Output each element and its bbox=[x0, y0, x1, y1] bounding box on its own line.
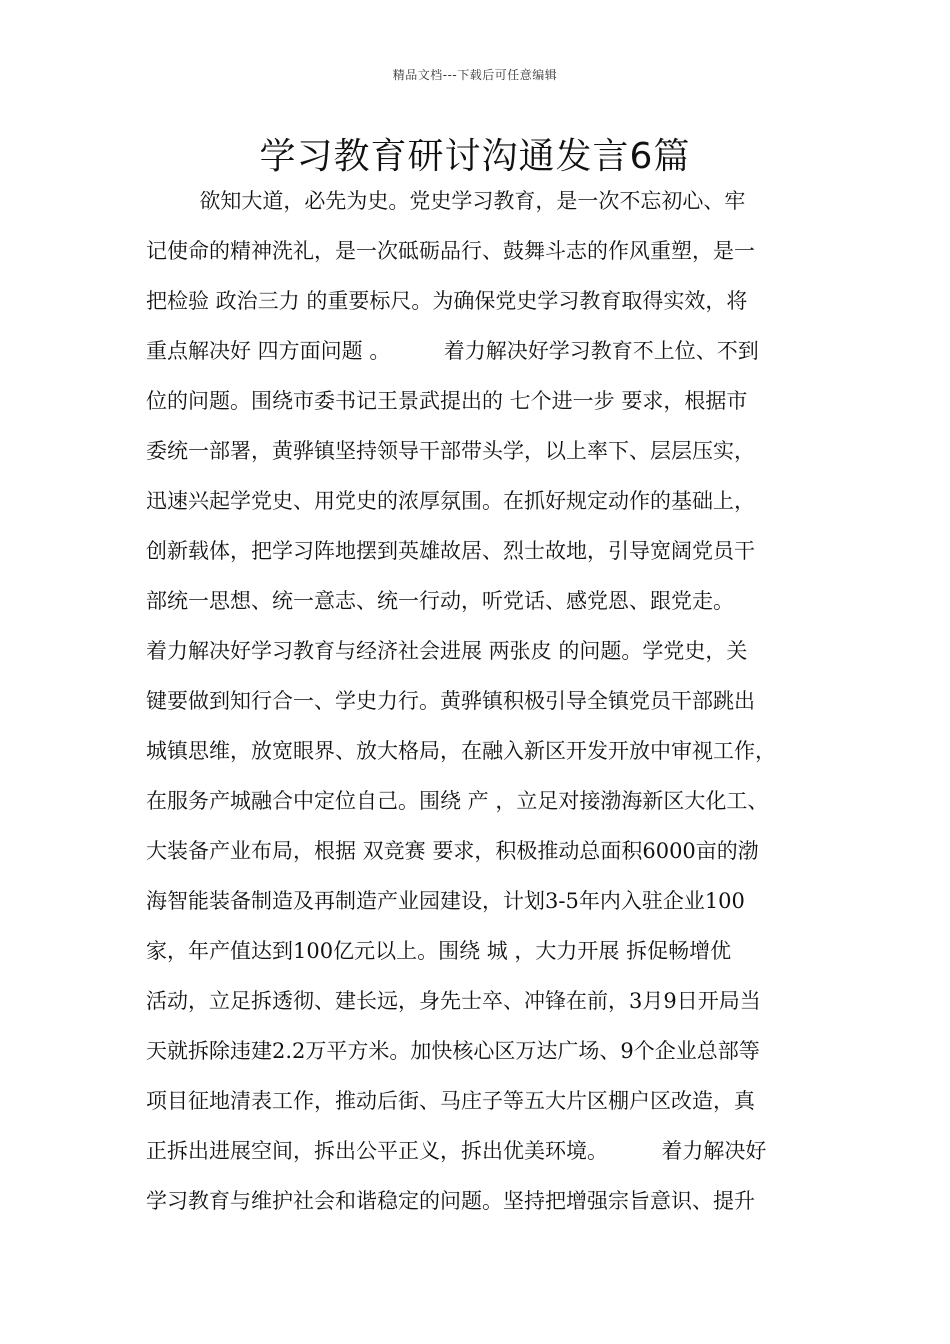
text-line: 位的问题。围绕市委书记王景武提出的 七个进一步 要求，根据市 bbox=[146, 389, 748, 413]
body-text bbox=[146, 176, 826, 1226]
text-line: 迅速兴起学党史、用党史的浓厚氛围。在抓好规定动作的基础上， bbox=[146, 489, 755, 513]
text-line: 城镇思维，放宽眼界、放大格局，在融入新区开发开放中审视工作， bbox=[146, 739, 776, 763]
text-line: 活动，立足拆透彻、建长远，身先士卒、冲锋在前，3月9日开局当 bbox=[146, 989, 761, 1013]
header-note: 精品文档---下载后可任意编辑 bbox=[392, 68, 558, 82]
text-line: 把检验 政治三力 的重要标尺。为确保党史学习教育取得实效，将 bbox=[146, 289, 748, 313]
text-line: 键要做到知行合一、学史力行。黄骅镇积极引导全镇党员干部跳出 bbox=[146, 689, 755, 713]
text-line: 委统一部署，黄骅镇坚持领导干部带头学，以上率下、层层压实， bbox=[146, 439, 755, 463]
text-line: 欲知大道，必先为史。党史学习教育，是一次不忘初心、牢 bbox=[146, 189, 746, 213]
text-line: 海智能装备制造及再制造产业园建设，计划3-5年内入驻企业100 bbox=[146, 889, 745, 913]
text-line: 学习教育与维护社会和谐稳定的问题。坚持把增强宗旨意识、提升 bbox=[146, 1189, 755, 1213]
text-line: 着力解决好学习教育与经济社会进展 两张皮 的问题。学党史，关 bbox=[146, 639, 748, 663]
text-line: 记使命的精神洗礼，是一次砥砺品行、鼓舞斗志的作风重塑，是一 bbox=[146, 239, 755, 263]
text-line: 创新载体，把学习阵地摆到英雄故居、烈士故地，引导宽阔党员干 bbox=[146, 539, 755, 563]
document-title: 学习教育研讨沟通发言6篇 bbox=[259, 136, 691, 177]
text-line: 大装备产业布局，根据 双竞赛 要求，积极推动总面积6000亩的渤 bbox=[146, 839, 759, 863]
text-line: 在服务产城融合中定位自己。围绕 产 ，立足对接渤海新区大化工、 bbox=[146, 789, 769, 813]
text-line: 部统一思想、统一意志、统一行动，听党话、感党恩、跟党走。 bbox=[146, 589, 734, 613]
text-line: 正拆出进展空间，拆出公平正义，拆出优美环境。 着力解决好 bbox=[146, 1139, 767, 1163]
text-line: 家，年产值达到100亿元以上。围绕 城 ，大力开展 拆促畅增优 bbox=[146, 939, 732, 963]
text-line: 重点解决好 四方面问题 。 着力解决好学习教育不上位、不到 bbox=[146, 339, 759, 363]
text-line: 天就拆除违建2.2万平方米。加快核心区万达广场、9个企业总部等 bbox=[146, 1039, 760, 1063]
text-line: 项目征地清表工作，推动后街、马庄子等五大片区棚户区改造，真 bbox=[146, 1089, 755, 1113]
